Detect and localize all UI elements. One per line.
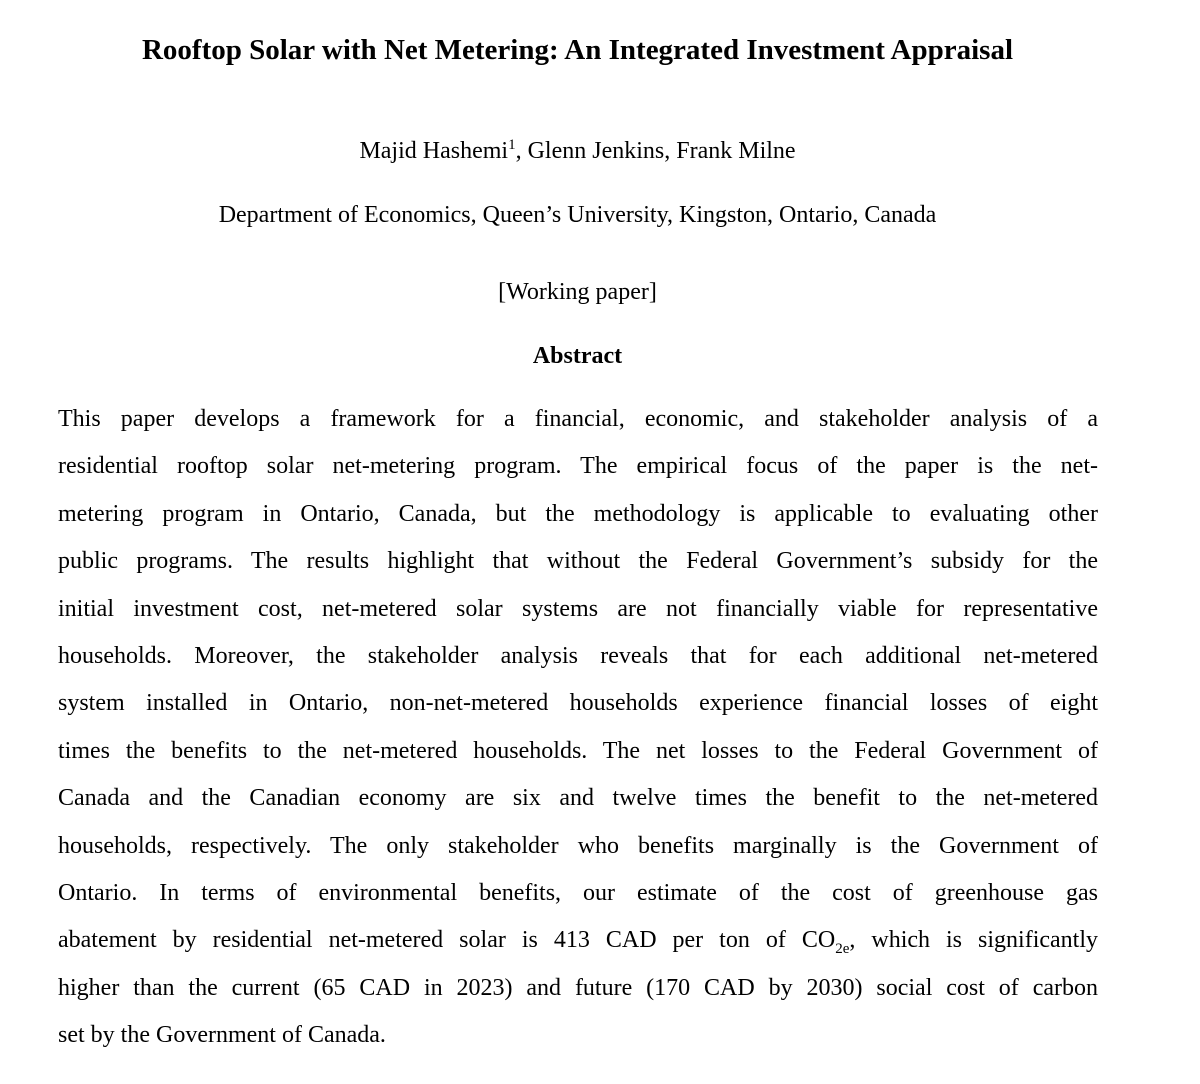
abstract-line: households, respectively. The only stakeholder who benefits marginally is the Government of <box>58 832 1098 859</box>
co2-text-after: , which is significantly <box>849 927 1099 954</box>
abstract-line: metering program in Ontario, Canada, but the methodology is applicable to evaluating other <box>58 500 1098 527</box>
author-others: , Glenn Jenkins, Frank Milne <box>515 138 796 164</box>
abstract-line: initial investment cost, net-metered solar systems are not financially viable for representative <box>58 595 1098 622</box>
co2-subscript: 2e <box>835 941 850 958</box>
abstract-line: residential rooftop solar net-metering program. The empirical focus of the paper is the net- <box>58 453 1098 480</box>
abstract-line-last: set by the Government of Canada. <box>58 1022 386 1049</box>
abstract-line: This paper develops a framework for a financial, economic, and stakeholder analysis of a <box>58 406 1098 432</box>
abstract-line: public programs. The results highlight that without the Federal Government’s subsidy for the <box>58 548 1098 575</box>
author-first: Majid Hashemi <box>359 138 509 164</box>
abstract-line: higher than the current (65 CAD in 2023) and future (170 CAD by 2030) social cost of carbon <box>58 974 1098 1001</box>
abstract-body <box>58 396 1098 1059</box>
author-footnote-marker: 1 <box>508 137 516 153</box>
abstract-heading: Abstract <box>532 343 623 369</box>
abstract-line: Ontario. In terms of environmental benefits, our estimate of the cost of greenhouse gas <box>58 879 1098 906</box>
abstract-line: times the benefits to the net-metered households. The net losses to the Federal Government of <box>58 737 1098 764</box>
author-list <box>0 134 1155 168</box>
abstract-line: Canada and the Canadian economy are six and twelve times the benefit to the net-metered <box>58 785 1098 812</box>
abstract-line: households. Moreover, the stakeholder analysis reveals that for each additional net-metered <box>58 642 1098 669</box>
paper-title: Rooftop Solar with Net Metering: An Integrated Investment Appraisal <box>141 34 1014 66</box>
paper-status: [Working paper] <box>498 279 657 305</box>
abstract-line-co2 <box>58 917 1098 964</box>
co2-text-before: abatement by residential net-metered solar is 413 CAD per ton of CO <box>58 927 836 954</box>
abstract-line: system installed in Ontario, non-net-metered households experience financial losses of eight <box>58 690 1098 717</box>
affiliation: Department of Economics, Queen’s University, Kingston, Ontario, Canada <box>218 202 937 228</box>
